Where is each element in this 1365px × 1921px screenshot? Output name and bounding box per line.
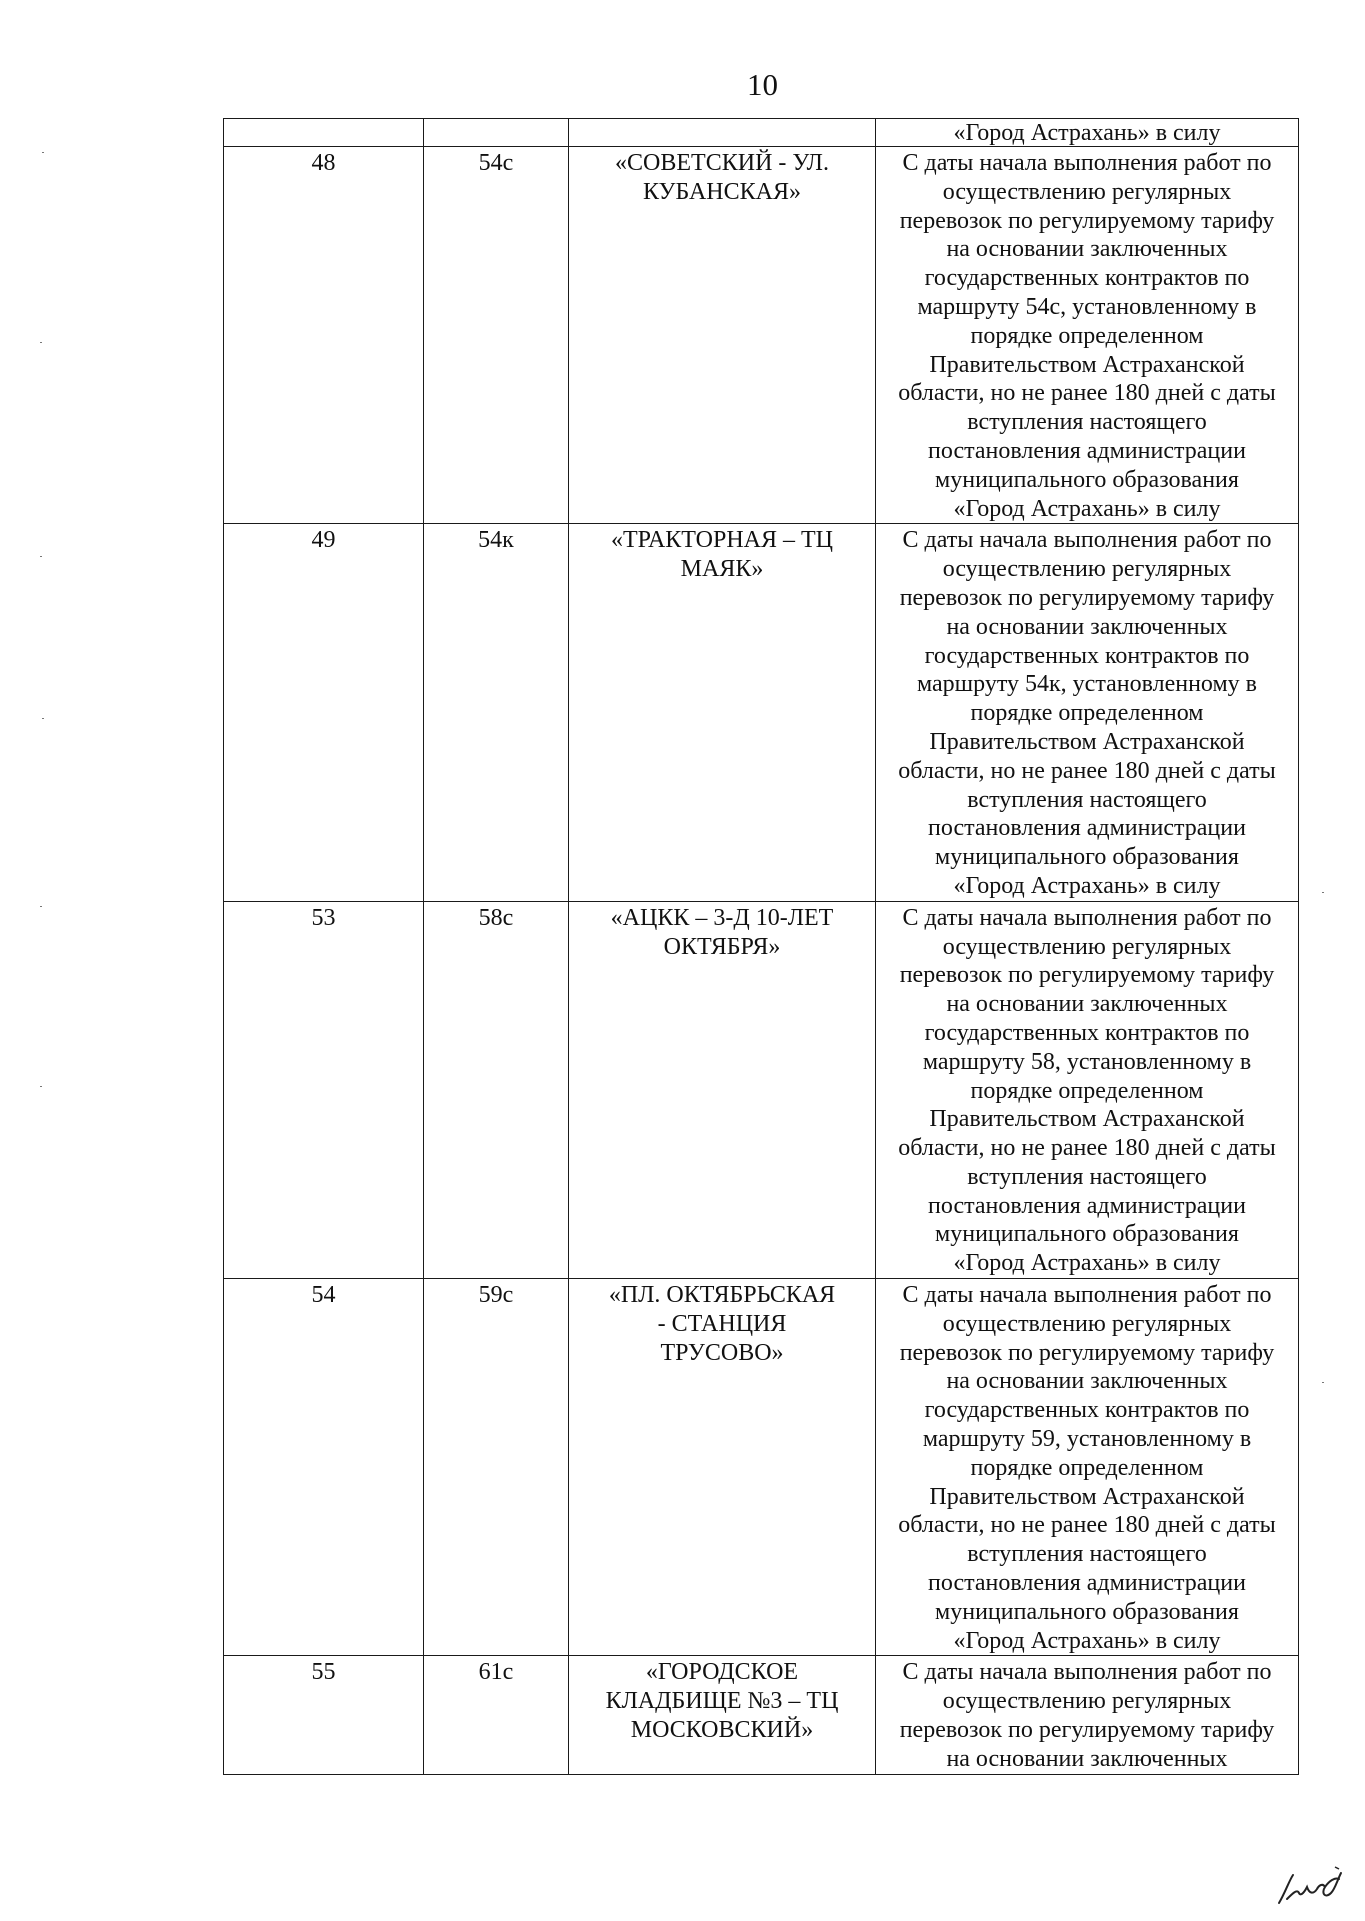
route-name-line: «ПЛ. ОКТЯБРЬСКАЯ <box>608 1282 836 1309</box>
effective-date-line: С даты начала выполнения работ по <box>902 1282 1272 1309</box>
effective-date-line: осуществлению регулярных <box>942 1310 1232 1337</box>
effective-date-line: на основании заключенных <box>946 991 1228 1018</box>
effective-date-line: вступления настоящего <box>967 1163 1207 1190</box>
effective-date-line: Правительством Астраханской <box>929 351 1245 378</box>
effective-date-line: «Город Астрахань» в силу <box>953 872 1221 899</box>
effective-date-line: перевозок по регулируемому тарифу <box>899 1339 1275 1366</box>
route-name-line: МОСКОВСКИЙ» <box>630 1717 814 1744</box>
route-number-cell: 61с <box>424 1656 569 1775</box>
effective-date-line: государственных контрактов по <box>924 265 1250 292</box>
effective-date-line: вступления настоящего <box>967 409 1207 436</box>
effective-date-line: на основании заключенных <box>946 1745 1228 1772</box>
effective-date-line: порядке определенном <box>970 322 1204 349</box>
effective-date-line: «Город Астрахань» в силу <box>953 495 1221 522</box>
route-number-cell: 58с <box>424 901 569 1278</box>
continuation-name-cell <box>569 119 876 147</box>
effective-date-line: на основании заключенных <box>946 613 1228 640</box>
effective-date-line: государственных контрактов по <box>924 642 1250 669</box>
effective-date-line: Правительством Астраханской <box>929 1483 1245 1510</box>
effective-date-line: муниципального образования <box>935 466 1239 493</box>
effective-date-line: на основании заключенных <box>946 236 1228 263</box>
route-name-line: КЛАДБИЩЕ №3 – ТЦ <box>605 1688 839 1715</box>
route-name-cell <box>569 1279 876 1656</box>
effective-date-line: «Город Астрахань» в силу <box>953 1250 1221 1277</box>
route-name-line: «АЦКК – 3-Д 10-ЛЕТ <box>610 904 834 931</box>
routes-table-body <box>224 119 1299 1775</box>
route-name-line: «ГОРОДСКОЕ <box>645 1659 799 1686</box>
effective-date-cell <box>876 1656 1299 1775</box>
effective-date-line: маршруту 58, установленному в <box>922 1048 1252 1075</box>
effective-date-line: на основании заключенных <box>946 1368 1228 1395</box>
row-number-cell: 48 <box>224 147 424 524</box>
effective-date-line: постановления администрации <box>928 1192 1246 1219</box>
effective-date-line: «Город Астрахань» в силу <box>953 1627 1221 1654</box>
row-number-cell: 53 <box>224 901 424 1278</box>
effective-date-cell <box>876 1279 1299 1656</box>
route-number-cell: 59с <box>424 1279 569 1656</box>
effective-date-line: постановления администрации <box>928 815 1246 842</box>
effective-date-line: порядке определенном <box>970 1077 1204 1104</box>
effective-date-line: перевозок по регулируемому тарифу <box>899 584 1275 611</box>
routes-table <box>223 118 1299 1775</box>
effective-date-line: перевозок по регулируемому тарифу <box>899 962 1275 989</box>
row-number-cell: 54 <box>224 1279 424 1656</box>
effective-date-cell <box>876 147 1299 524</box>
effective-date-line: перевозок по регулируемому тарифу <box>899 207 1275 234</box>
effective-date-line: порядке определенном <box>970 700 1204 727</box>
effective-date-line: постановления администрации <box>928 437 1246 464</box>
route-number-cell: 54к <box>424 524 569 901</box>
route-name-cell <box>569 1656 876 1775</box>
effective-date-line: Правительством Астраханской <box>929 1106 1245 1133</box>
continuation-row <box>224 119 1299 147</box>
effective-date-line: осуществлению регулярных <box>942 556 1232 583</box>
effective-date-line: области, но не ранее 180 дней с даты <box>898 1512 1276 1539</box>
effective-date-line: муниципального образования <box>935 1221 1239 1248</box>
route-name-line: «ТРАКТОРНАЯ – ТЦ <box>611 527 833 554</box>
effective-date-line: области, но не ранее 180 дней с даты <box>898 380 1276 407</box>
route-number-cell: 54с <box>424 147 569 524</box>
effective-date-line: маршруту 54с, установленному в <box>917 293 1257 320</box>
row-number-cell: 49 <box>224 524 424 901</box>
table-row <box>224 524 1299 901</box>
effective-date-line: осуществлению регулярных <box>942 933 1232 960</box>
effective-date-line: муниципального образования <box>935 844 1239 871</box>
effective-date-line: государственных контрактов по <box>924 1397 1250 1424</box>
effective-date-line: осуществлению регулярных <box>942 1688 1232 1715</box>
route-name-line: «СОВЕТСКИЙ - УЛ. <box>615 150 829 176</box>
effective-date-line: постановления администрации <box>928 1570 1246 1597</box>
signature <box>1275 1863 1347 1909</box>
effective-date-line: вступления настоящего <box>967 786 1207 813</box>
route-name-cell <box>569 901 876 1278</box>
effective-date-line: вступления настоящего <box>967 1541 1207 1568</box>
route-name-line: МАЯК» <box>680 556 764 583</box>
effective-date-line: области, но не ранее 180 дней с даты <box>898 1135 1276 1162</box>
effective-date-line: маршруту 54к, установленному в <box>917 671 1257 698</box>
effective-date-line: С даты начала выполнения работ по <box>902 150 1272 176</box>
route-name-cell <box>569 524 876 901</box>
table-row <box>224 1279 1299 1656</box>
route-name-line: ТРУСОВО» <box>660 1339 784 1366</box>
page-number: 10 <box>747 67 778 102</box>
route-name-line: - СТАНЦИЯ <box>657 1310 787 1337</box>
continuation-num-cell <box>224 119 424 147</box>
route-name-line: ОКТЯБРЯ» <box>663 933 781 960</box>
effective-date-line: С даты начала выполнения работ по <box>902 527 1272 554</box>
effective-date-line: муниципального образования <box>935 1598 1239 1625</box>
continuation-text-cell <box>876 119 1299 147</box>
effective-date-line: перевозок по регулируемому тарифу <box>899 1717 1275 1744</box>
table-row <box>224 1656 1299 1775</box>
table-row <box>224 901 1299 1278</box>
effective-date-line: осуществлению регулярных <box>942 178 1232 205</box>
route-name-cell <box>569 147 876 524</box>
effective-date-line: порядке определенном <box>970 1454 1204 1481</box>
effective-date-cell <box>876 901 1299 1278</box>
table-row <box>224 147 1299 524</box>
effective-date-line: области, но не ранее 180 дней с даты <box>898 757 1276 784</box>
effective-date-line: С даты начала выполнения работ по <box>902 1659 1272 1686</box>
effective-date-line: государственных контрактов по <box>924 1019 1250 1046</box>
continuation-route-cell <box>424 119 569 147</box>
row-number-cell: 55 <box>224 1656 424 1775</box>
route-name-line: КУБАНСКАЯ» <box>642 178 801 205</box>
effective-date-line: маршруту 59, установленному в <box>922 1426 1252 1453</box>
continuation-text-line: «Город Астрахань» в силу <box>953 120 1221 146</box>
effective-date-cell <box>876 524 1299 901</box>
effective-date-line: С даты начала выполнения работ по <box>902 904 1272 931</box>
effective-date-line: Правительством Астраханской <box>929 728 1245 755</box>
